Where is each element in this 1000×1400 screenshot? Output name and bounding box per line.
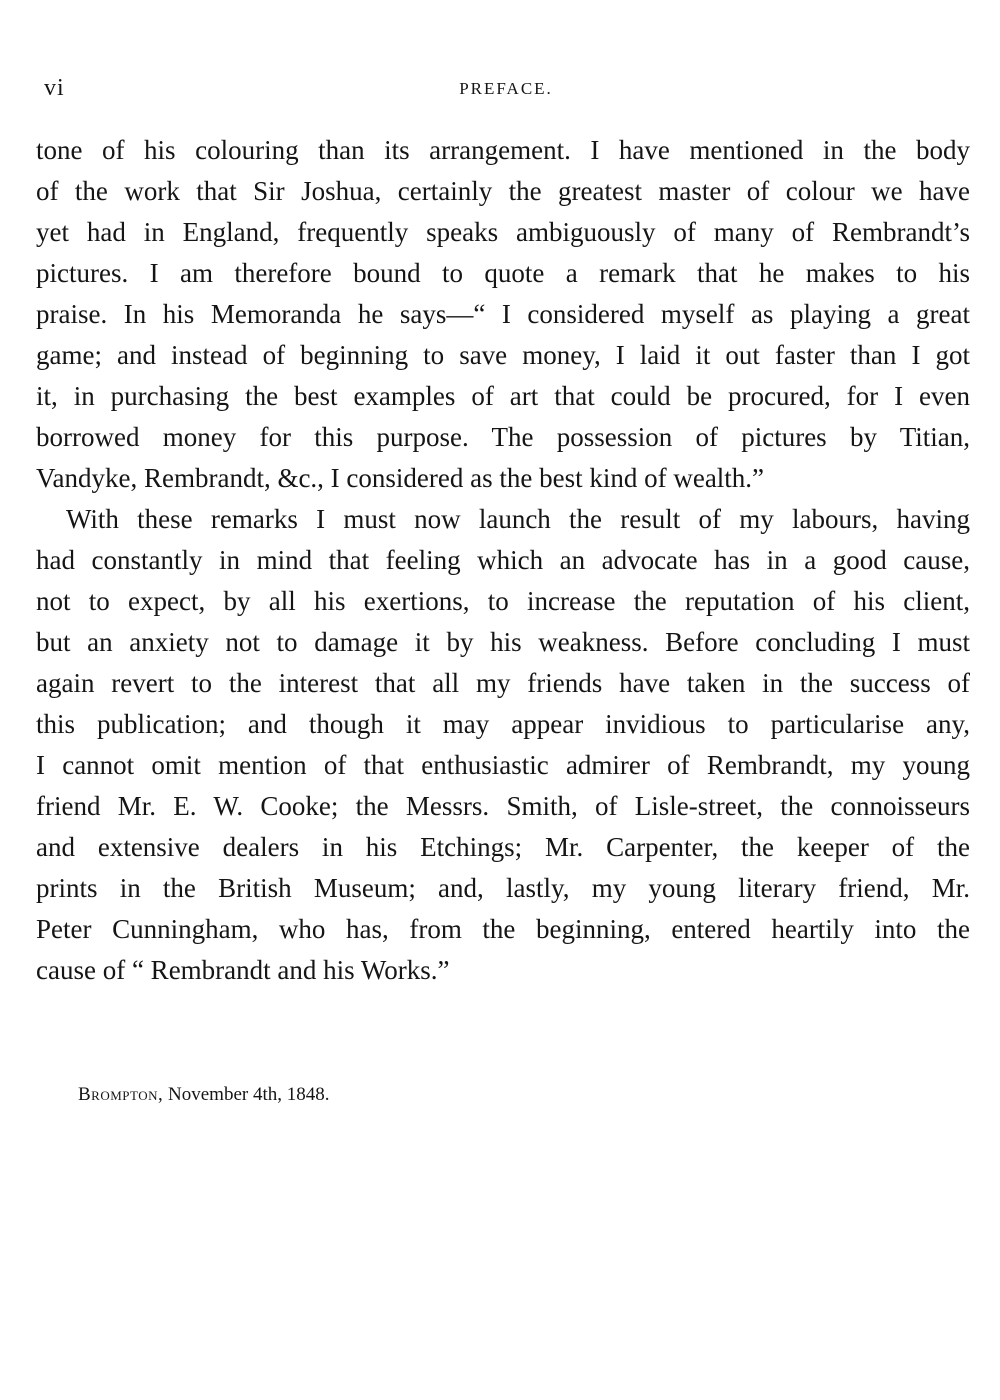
text-line: friend Mr. E. W. Cooke; the Messrs. Smith, of Lisle-street, the connoisseurs [36, 791, 970, 821]
text-line: and extensive dealers in his Etchings; Mr. Carpenter, the keeper of the [36, 832, 970, 862]
running-head [44, 74, 968, 102]
running-title: PREFACE. [459, 79, 553, 98]
paragraph-1 [36, 130, 970, 499]
text-line: this publication; and though it may appear invidious to particularise any, [36, 709, 970, 739]
signature-place: Brompton, [78, 1084, 164, 1105]
text-line: borrowed money for this purpose. The possession of pictures by Titian, [36, 422, 970, 452]
text-line: pictures. I am therefore bound to quote a remark that he makes to his [36, 258, 970, 288]
text-line: but an anxiety not to damage it by his weakness. Before concluding I must [36, 627, 970, 657]
paragraph-2 [36, 499, 970, 991]
text-line: I cannot omit mention of that enthusiastic admirer of Rembrandt, my young [36, 750, 970, 780]
text-line: Peter Cunningham, who has, from the beginning, entered heartily into the [36, 914, 970, 944]
text-line: With these remarks I must now launch the result of my labours, having [66, 504, 970, 534]
text-line: cause of “ Rembrandt and his Works.” [36, 955, 450, 985]
text-line: tone of his colouring than its arrangement. I have mentioned in the body [36, 135, 970, 165]
text-line: prints in the British Museum; and, lastly, my young literary friend, Mr. [36, 873, 970, 903]
text-line: game; and instead of beginning to save money, I laid it out faster than I got [36, 340, 970, 370]
text-line: again revert to the interest that all my friends have taken in the success of [36, 668, 970, 698]
page-number: vi [44, 75, 65, 101]
preface-text [36, 130, 970, 991]
text-line: of the work that Sir Joshua, certainly the greatest master of colour we have [36, 176, 970, 206]
text-line: not to expect, by all his exertions, to increase the reputation of his client, [36, 586, 970, 616]
text-line: it, in purchasing the best examples of art that could be procured, for I even [36, 381, 970, 411]
text-line: had constantly in mind that feeling which an advocate has in a good cause, [36, 545, 970, 575]
text-line: yet had in England, frequently speaks ambiguously of many of Rembrandt’s [36, 217, 970, 247]
text-line: Vandyke, Rembrandt, &c., I considered as the best kind of wealth.” [36, 463, 765, 493]
text-line: praise. In his Memoranda he says—“ I considered myself as playing a great [36, 299, 970, 329]
signature-date: November 4th, 1848. [168, 1084, 330, 1105]
signature-line [78, 1082, 330, 1108]
